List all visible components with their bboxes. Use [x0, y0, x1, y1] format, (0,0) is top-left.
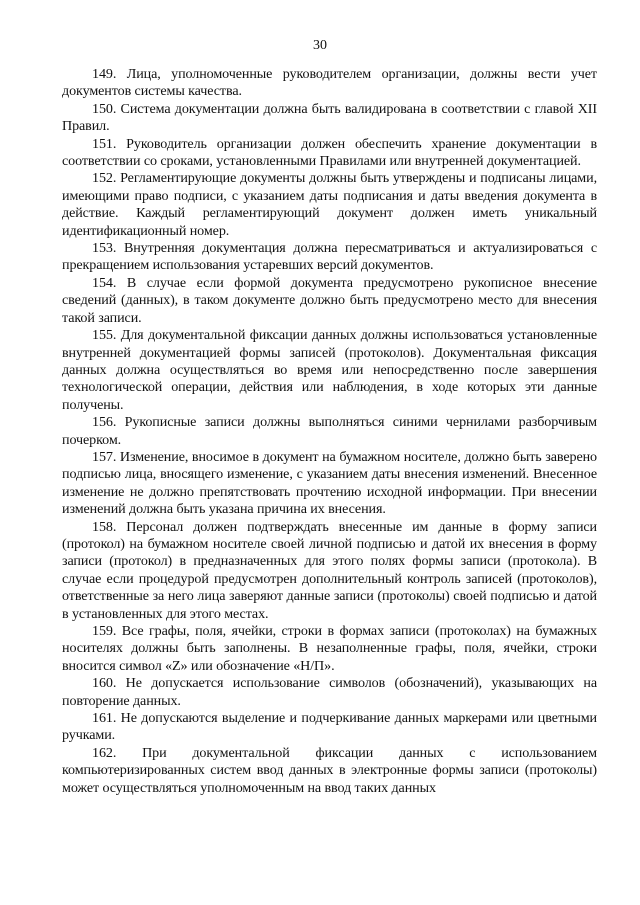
paragraph-157: 157. Изменение, вносимое в документ на бумажном носителе, должно быть заверено подписью лица, вносящего изменение, с указанием даты внесения изменений. Внесенное изменение не должно препятствовать прочтению исходной информации. При внесении изменений должна быть указана причина их внесения.: [62, 448, 597, 518]
paragraph-150: 150. Система документации должна быть валидирована в соответствии с главой XII Правил.: [62, 100, 597, 135]
document-body: [62, 66, 597, 797]
paragraph-156: 156. Рукописные записи должны выполняться синими чернилами разборчивым почерком.: [62, 414, 597, 448]
paragraph-152: 152. Регламентирующие документы должны быть утверждены и подписаны лицами, имеющими право подписи, с указанием даты подписания и даты введения документа в действие. Каждый регламентирующий документ должен иметь уникальный идентификационный номер.: [62, 170, 597, 239]
paragraph-162: 162. При документальной фиксации данных с использованием компьютеризированных систем ввод данных в электронные формы записи (протоколы) может осуществляться уполномоченным на ввод таких данных: [62, 744, 597, 796]
paragraph-158: 158. Персонал должен подтверждать внесенные им данные в форму записи (протокол) на бумажном носителе своей личной подписью и датой их внесения в форму записи (протокол) в предназначенных для этого полях формы записи (протокола). В случае если процедурой предусмотрен дополнительный контроль записей (протоколов), ответственные за него лица заверяют данные записи (протоколы) своей подписью и датой в установленных для этого местах.: [62, 518, 597, 622]
paragraph-155: 155. Для документальной фиксации данных должны использоваться установленные внутренней документацией формы записей (протоколов). Документальная фиксация данных должна осуществляться во время или непосредственно после завершения технологической операции, действия или наблюдения, в ходе которых эти данные получены.: [62, 327, 597, 413]
paragraph-154: 154. В случае если формой документа предусмотрено рукописное внесение сведений (данных), в таком документе должно быть предусмотрено место для внесения такой записи.: [62, 274, 597, 326]
paragraph-151: 151. Руководитель организации должен обеспечить хранение документации в соответствии со сроками, установленными Правилами или внутренней документацией.: [62, 135, 597, 170]
paragraph-159: 159. Все графы, поля, ячейки, строки в формах записи (протоколах) на бумажных носителях должны быть заполнены. В незаполненные графы, поля, ячейки, строки вносится символ «Z» или обозначение «Н/П».: [62, 623, 597, 674]
paragraph-153: 153. Внутренняя документация должна пересматриваться и актуализироваться с прекращением использования устаревших версий документов.: [62, 240, 597, 274]
paragraph-161: 161. Не допускаются выделение и подчеркивание данных маркерами или цветными ручками.: [62, 710, 597, 744]
paragraph-149: 149. Лица, уполномоченные руководителем организации, должны вести учет документов системы качества.: [62, 66, 597, 100]
page-number: 30: [313, 38, 327, 53]
paragraph-160: 160. Не допускается использование символов (обозначений), указывающих на повторение данных.: [62, 675, 597, 709]
